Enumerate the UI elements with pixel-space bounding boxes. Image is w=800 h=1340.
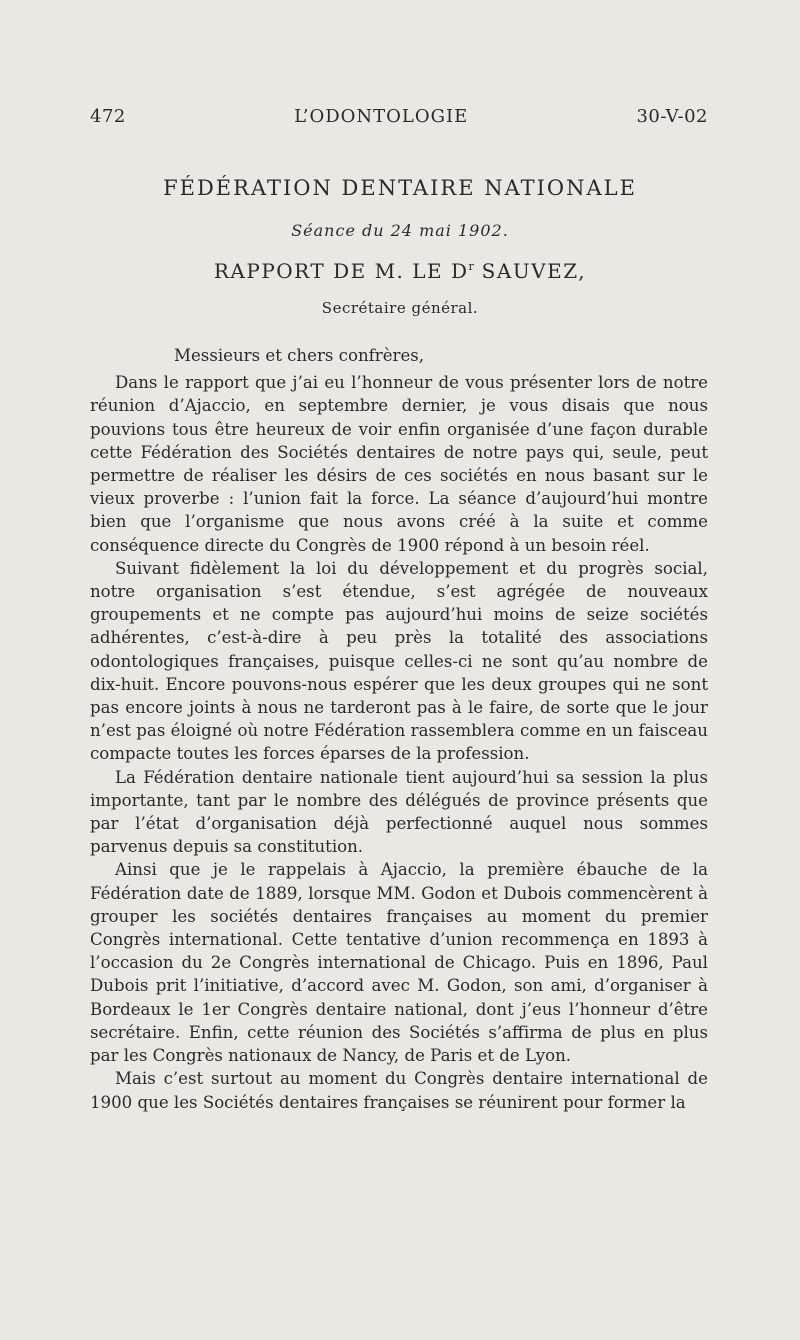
paragraph-2: Suivant fidèlement la loi du développement et du progrès social, notre organisation s’est étendue, s’est agrégée de nouveaux groupements et ne compte pas aujourd’hui moins de seize sociétés adhérentes, c’est-à-dire à peu près la totalité des associations odontologiques françaises, puisque celles-ci ne sont qu’au nombre de dix-huit. Encore pouvons-nous espérer que les deux groupes qui ne sont pas encore joints à nous ne tarderont pas à le faire, de sorte que le jour n’est pas éloigné où notre Fédération rassemblera comme en un faisceau compacte toutes les forces éparses de la profession. bbox=[90, 558, 708, 764]
issue-date: 30-V-02 bbox=[636, 106, 708, 127]
report-heading bbox=[0, 259, 800, 283]
report-heading-suffix: SAUVEZ, bbox=[473, 259, 587, 283]
running-header bbox=[90, 106, 708, 127]
author-role: Secrétaire général. bbox=[321, 299, 479, 317]
article-body bbox=[90, 344, 708, 1114]
journal-title: L’ODONTOLOGIE bbox=[294, 106, 469, 127]
salutation: Messieurs et chers confrères, bbox=[174, 346, 425, 365]
paragraph-1: Dans le rapport que j’ai eu l’honneur de vous présenter lors de notre réunion d’Ajaccio, en septembre dernier, je vous disais que nous pouvions tous être heureux de voir enfin organisée d’une façon durable cette Fédération des Sociétés dentaires de notre pays qui, seule, peut permettre de réaliser les désirs de ces sociétés en nous basant sur le vieux proverbe : l’union fait la force. La séance d’aujourd’hui montre bien que l’organisme que nous avons créé à la suite et comme conséquence directe du Congrès de 1900 répond à un besoin réel. bbox=[90, 373, 708, 555]
paragraph-4: Ainsi que je le rappelais à Ajaccio, la première ébauche de la Fédération date de 1889, lorsque MM. Godon et Dubois commencèrent à grouper les sociétés dentaires françaises au moment du premier Congrès international. Cette tentative d’union recommença en 1893 à l’occasion du 2e Congrès international de Chicago. Puis en 1896, Paul Dubois prit l’initiative, d’accord avec M. Godon, son ami, d’organiser à Bordeaux le 1er Congrès dentaire national, dont j’eus l’honneur d’être secrétaire. Enfin, cette réunion des Sociétés s’affirma de plus en plus par les Congrès nationaux de Nancy, de Paris et de Lyon. bbox=[90, 860, 708, 1066]
report-heading-sup: r bbox=[468, 260, 474, 273]
page-number: 472 bbox=[90, 106, 126, 127]
paragraph-5: Mais c’est surtout au moment du Congrès dentaire international de 1900 que les Sociétés dentaires françaises se réunirent pour former la bbox=[90, 1069, 708, 1112]
session-date: Séance du 24 mai 1902. bbox=[291, 221, 509, 240]
paragraph-3: La Fédération dentaire nationale tient aujourd’hui sa session la plus importante, tant par le nombre des délégués de province présents que par l’état d’organisation déjà perfectionné auquel nous sommes parvenus depuis sa constitution. bbox=[90, 767, 708, 857]
article-title: FÉDÉRATION DENTAIRE NATIONALE bbox=[163, 176, 637, 200]
report-heading-prefix: RAPPORT DE M. LE D bbox=[213, 259, 469, 283]
